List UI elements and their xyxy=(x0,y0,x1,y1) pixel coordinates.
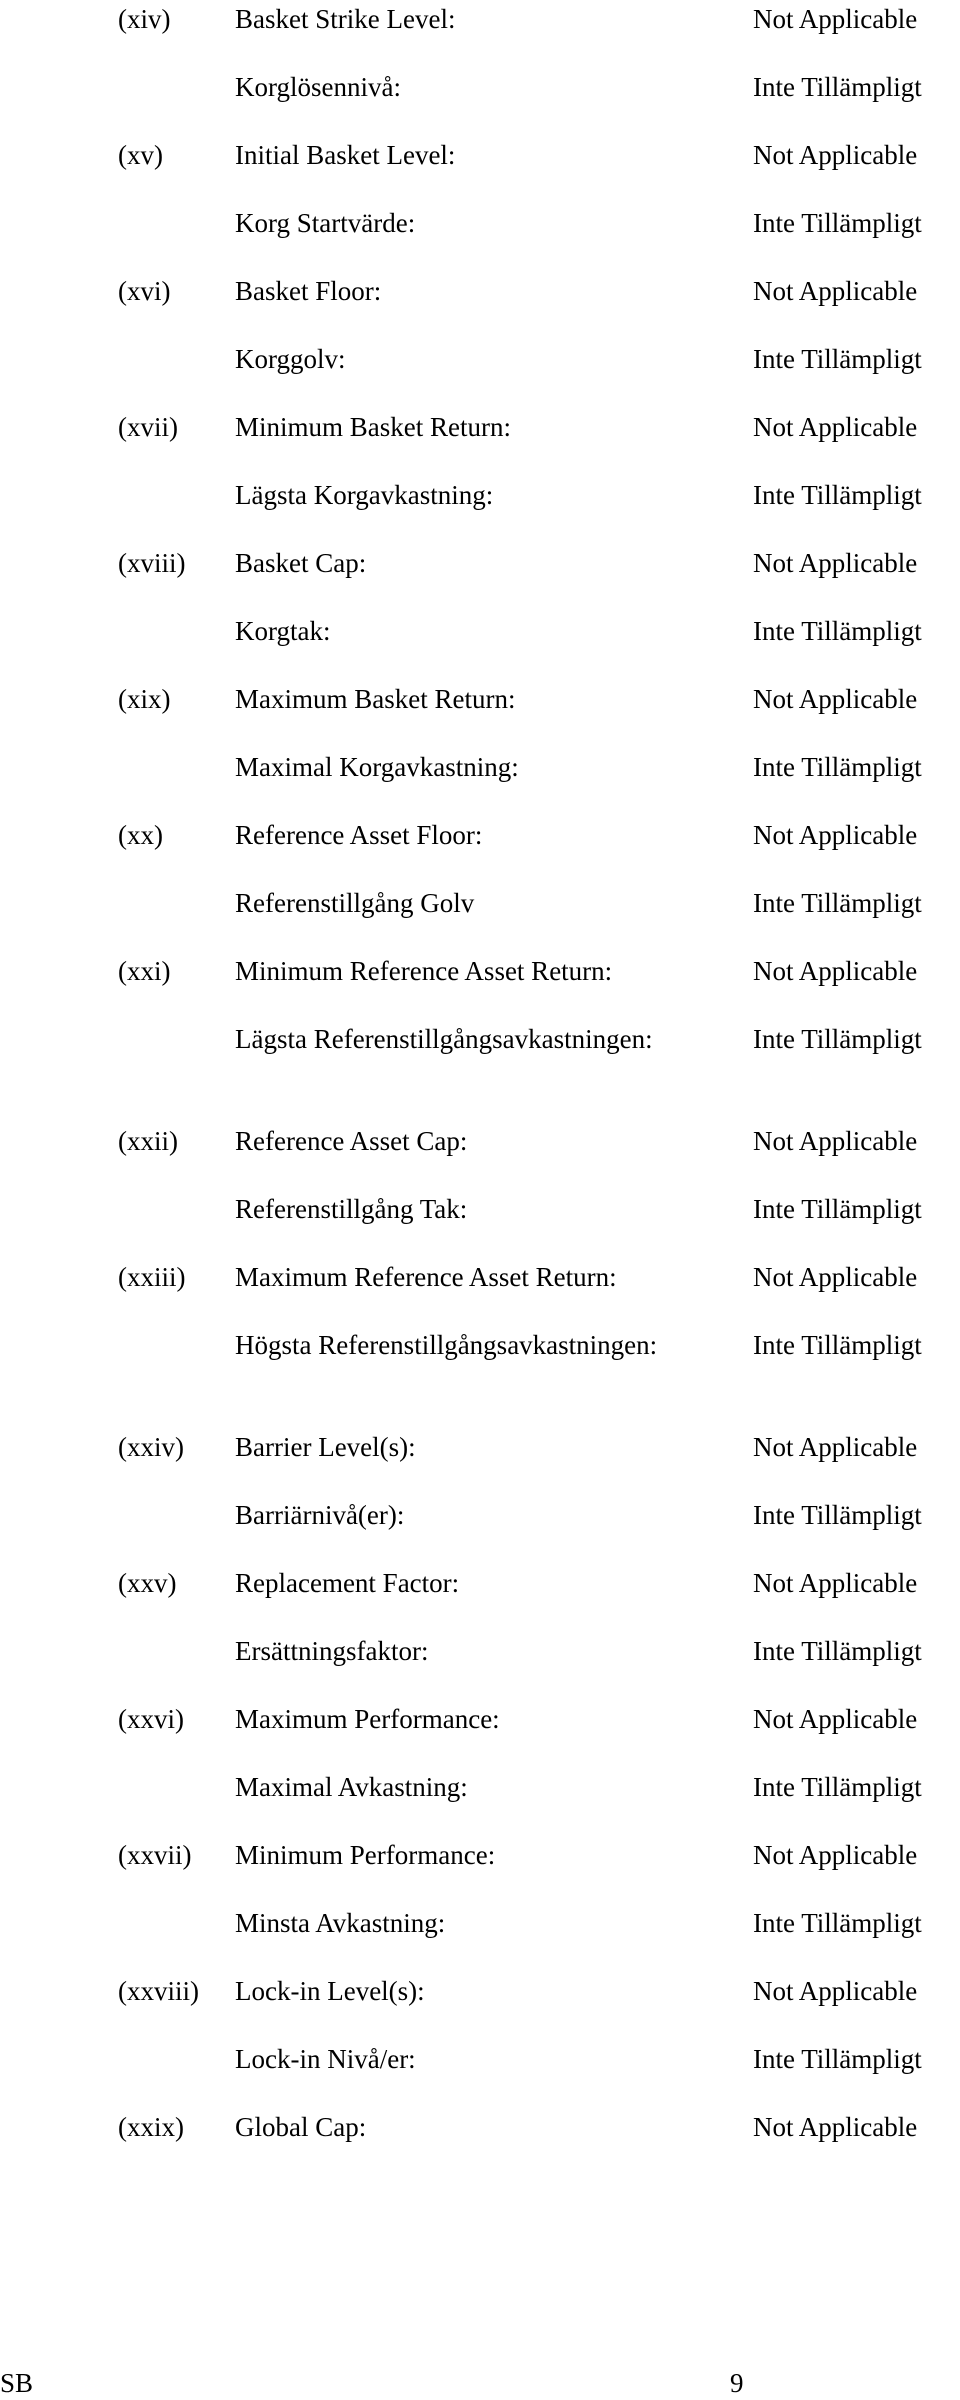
term-value: Not Applicable xyxy=(753,1840,918,1870)
term-label: Minimum Reference Asset Return: xyxy=(235,956,613,986)
term-value: Not Applicable xyxy=(753,548,918,578)
term-value: Not Applicable xyxy=(753,1976,918,2006)
term-label: Maximum Performance: xyxy=(235,1704,500,1734)
term-value: Not Applicable xyxy=(753,684,918,714)
term-label: Maximal Korgavkastning: xyxy=(235,752,519,782)
term-value: Inte Tillämpligt xyxy=(753,1024,922,1054)
term-label: Replacement Factor: xyxy=(235,1568,460,1598)
term-value: Inte Tillämpligt xyxy=(753,1636,922,1666)
term-value: Inte Tillämpligt xyxy=(753,1500,922,1530)
term-value: Inte Tillämpligt xyxy=(753,888,922,918)
term-value: Not Applicable xyxy=(753,4,918,34)
item-number: (xv) xyxy=(118,140,163,170)
term-value: Not Applicable xyxy=(753,276,918,306)
item-number: (xvii) xyxy=(118,412,178,442)
term-label: Basket Cap: xyxy=(235,548,367,578)
term-label: Ersättningsfaktor: xyxy=(235,1636,429,1666)
item-number: (xiv) xyxy=(118,4,171,34)
term-value: Inte Tillämpligt xyxy=(753,2044,922,2074)
term-value: Inte Tillämpligt xyxy=(753,1194,922,1224)
page-number: 9 xyxy=(730,2368,744,2398)
term-label: Basket Strike Level: xyxy=(235,4,456,34)
term-label: Initial Basket Level: xyxy=(235,140,456,170)
term-value: Inte Tillämpligt xyxy=(753,344,922,374)
term-label: Lock-in Nivå/er: xyxy=(235,2044,416,2074)
item-number: (xxi) xyxy=(118,956,171,986)
term-label: Lock-in Level(s): xyxy=(235,1976,425,2006)
term-value: Inte Tillämpligt xyxy=(753,752,922,782)
item-number: (xxiii) xyxy=(118,1262,186,1292)
term-value: Inte Tillämpligt xyxy=(753,72,922,102)
term-label: Maximum Reference Asset Return: xyxy=(235,1262,617,1292)
term-value: Not Applicable xyxy=(753,820,918,850)
term-value: Not Applicable xyxy=(753,1568,918,1598)
term-label: Maximum Basket Return: xyxy=(235,684,516,714)
item-number: (xxvi) xyxy=(118,1704,184,1734)
item-number: (xxiv) xyxy=(118,1432,184,1462)
item-number: (xix) xyxy=(118,684,171,714)
term-value: Inte Tillämpligt xyxy=(753,1908,922,1938)
term-value: Inte Tillämpligt xyxy=(753,480,922,510)
term-label: Global Cap: xyxy=(235,2112,367,2142)
term-label: Korgtak: xyxy=(235,616,331,646)
term-label: Referenstillgång Golv xyxy=(235,888,475,918)
term-value: Inte Tillämpligt xyxy=(753,1330,922,1360)
term-label: Minsta Avkastning: xyxy=(235,1908,446,1938)
term-label: Referenstillgång Tak: xyxy=(235,1194,468,1224)
term-label: Korglösennivå: xyxy=(235,72,401,102)
term-value: Inte Tillämpligt xyxy=(753,208,922,238)
term-value: Not Applicable xyxy=(753,2112,918,2142)
item-number: (xxviii) xyxy=(118,1976,199,2006)
term-label: Lägsta Referenstillgångsavkastningen: xyxy=(235,1024,653,1054)
term-label: Högsta Referenstillgångsavkastningen: xyxy=(235,1330,658,1360)
term-value: Inte Tillämpligt xyxy=(753,616,922,646)
term-value: Not Applicable xyxy=(753,1432,918,1462)
term-label: Maximal Avkastning: xyxy=(235,1772,468,1802)
term-value: Not Applicable xyxy=(753,1262,918,1292)
item-number: (xxv) xyxy=(118,1568,177,1598)
term-label: Minimum Performance: xyxy=(235,1840,496,1870)
term-label: Barrier Level(s): xyxy=(235,1432,416,1462)
item-number: (xx) xyxy=(118,820,163,850)
term-value: Not Applicable xyxy=(753,140,918,170)
term-value: Not Applicable xyxy=(753,412,918,442)
item-number: (xviii) xyxy=(118,548,186,578)
term-label: Barriärnivå(er): xyxy=(235,1500,405,1530)
term-label: Reference Asset Cap: xyxy=(235,1126,468,1156)
term-value: Not Applicable xyxy=(753,1126,918,1156)
term-value: Not Applicable xyxy=(753,1704,918,1734)
item-number: (xxvii) xyxy=(118,1840,192,1870)
item-number: (xxii) xyxy=(118,1126,178,1156)
item-number: (xvi) xyxy=(118,276,171,306)
term-label: Minimum Basket Return: xyxy=(235,412,511,442)
term-label: Reference Asset Floor: xyxy=(235,820,483,850)
term-label: Korggolv: xyxy=(235,344,346,374)
item-number: (xxix) xyxy=(118,2112,184,2142)
term-value: Not Applicable xyxy=(753,956,918,986)
term-value: Inte Tillämpligt xyxy=(753,1772,922,1802)
term-label: Korg Startvärde: xyxy=(235,208,416,238)
term-label: Basket Floor: xyxy=(235,276,382,306)
term-label: Lägsta Korgavkastning: xyxy=(235,480,494,510)
footer-code: SB xyxy=(0,2368,34,2398)
